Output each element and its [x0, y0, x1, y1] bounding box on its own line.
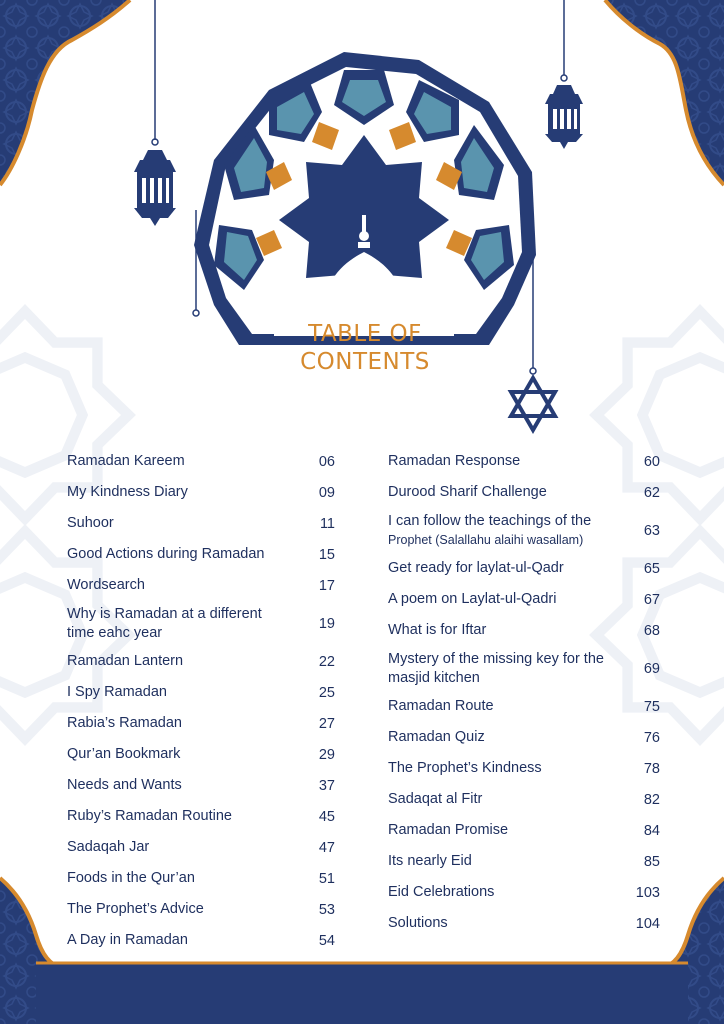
toc-entry-title: Get ready for laylat-ul-Qadr — [388, 560, 564, 576]
toc-entry-title: Eid Celebrations — [388, 884, 495, 900]
toc-entry-title: A Day in Ramadan — [67, 932, 188, 948]
toc-entry[interactable] — [388, 508, 660, 553]
toc-entry-title: Ramadan Response — [388, 453, 521, 469]
toc-entry-title: Needs and Wants — [67, 777, 182, 793]
toc-entry[interactable] — [67, 925, 335, 956]
toc-entry-page: 84 — [643, 822, 660, 839]
toc-entry-page: 69 — [643, 660, 660, 677]
toc-entry-page: 78 — [643, 760, 660, 777]
toc-entry[interactable] — [388, 646, 660, 691]
toc-entry[interactable] — [388, 691, 660, 722]
toc-entry-page: 68 — [643, 622, 660, 639]
toc-entry-page: 45 — [318, 808, 335, 825]
toc-entry-page: 76 — [643, 729, 660, 746]
toc-entry[interactable] — [388, 477, 660, 508]
toc-entry[interactable] — [67, 708, 335, 739]
toc-entry[interactable] — [388, 722, 660, 753]
toc-entry-page: 53 — [318, 901, 335, 918]
toc-entry[interactable] — [388, 753, 660, 784]
toc-entry-page: 09 — [318, 484, 335, 501]
toc-entry[interactable] — [67, 739, 335, 770]
bottom-band — [36, 963, 688, 1024]
toc-entry-page: 17 — [318, 577, 335, 594]
toc-entry[interactable] — [67, 508, 335, 539]
toc-entry-title: Qur’an Bookmark — [67, 746, 181, 762]
medallion-emblem — [194, 52, 536, 345]
toc-entry-page: 62 — [643, 484, 660, 501]
corner-top-left — [0, 0, 130, 185]
toc-entry-title: Why is Ramadan at a different time eahc year — [67, 605, 262, 641]
toc-entry-title: Sadaqah Jar — [67, 839, 150, 855]
toc-entry-page: 51 — [318, 870, 335, 887]
toc-entry-title: The Prophet’s Kindness — [388, 760, 542, 776]
toc-entry-page: 82 — [643, 791, 660, 808]
toc-entry-page: 75 — [643, 698, 660, 715]
toc-entry[interactable] — [67, 770, 335, 801]
toc-entry-title: Foods in the Qur’an — [67, 870, 195, 886]
toc-entry-title: Suhoor — [67, 515, 114, 531]
toc-entry[interactable] — [67, 539, 335, 570]
toc-entry-title: I Spy Ramadan — [67, 684, 167, 700]
toc-entry-page: 25 — [318, 684, 335, 701]
toc-entry-title: Ramadan Route — [388, 698, 494, 714]
toc-entry-title: Ramadan Kareem — [67, 453, 185, 469]
toc-left-column — [67, 446, 335, 956]
toc-entry[interactable] — [67, 863, 335, 894]
corner-top-right — [605, 0, 724, 185]
toc-entry-page: 103 — [635, 884, 660, 901]
lantern-icon — [545, 0, 583, 149]
toc-entry[interactable] — [388, 784, 660, 815]
toc-entry-title: A poem on Laylat-ul-Qadri — [388, 591, 557, 607]
toc-entry-title: Ramadan Promise — [388, 822, 509, 838]
toc-entry-page: 06 — [318, 453, 335, 470]
toc-entry-page: 65 — [643, 560, 660, 577]
toc-entry[interactable] — [67, 677, 335, 708]
toc-entry-page: 67 — [643, 591, 660, 608]
toc-entry-page: 22 — [318, 653, 335, 670]
toc-entry[interactable] — [67, 601, 335, 646]
toc-entry-page: 60 — [643, 453, 660, 470]
toc-entry-title: Mystery of the missing key for the masjid kitchen — [388, 650, 604, 686]
toc-entry-title: Ramadan Lantern — [67, 653, 184, 669]
toc-entry[interactable] — [388, 584, 660, 615]
toc-entry-page: 104 — [635, 915, 660, 932]
toc-entry-title: Ruby’s Ramadan Routine — [67, 808, 232, 824]
page-title-line2: CONTENTS — [300, 349, 430, 375]
toc-entry-page: 37 — [318, 777, 335, 794]
toc-entry-title: Sadaqat al Fitr — [388, 791, 483, 807]
toc-entry-page: 54 — [318, 932, 335, 949]
toc-entry-title: Ramadan Quiz — [388, 729, 485, 745]
toc-entry-title: Rabia’s Ramadan — [67, 715, 182, 731]
toc-entry-page: 29 — [318, 746, 335, 763]
toc-right-column — [388, 446, 660, 939]
toc-entry-page: 11 — [319, 515, 335, 532]
toc-entry[interactable] — [388, 815, 660, 846]
toc-entry-page: 19 — [318, 615, 335, 632]
toc-entry[interactable] — [67, 832, 335, 863]
toc-entry[interactable] — [388, 846, 660, 877]
toc-entry-title: What is for Iftar — [388, 622, 487, 638]
toc-entry-title: Solutions — [388, 915, 448, 931]
lantern-icon — [134, 0, 176, 226]
toc-entry-title: Durood Sharif Challenge — [388, 484, 547, 500]
toc-entry-title: Wordsearch — [67, 577, 145, 593]
toc-entry-page: 15 — [318, 546, 335, 563]
toc-entry-page: 47 — [318, 839, 335, 856]
toc-entry[interactable] — [67, 570, 335, 601]
toc-entry[interactable] — [388, 446, 660, 477]
toc-entry[interactable] — [67, 801, 335, 832]
toc-entry[interactable] — [67, 477, 335, 508]
toc-entry[interactable] — [67, 894, 335, 925]
toc-entry[interactable] — [388, 877, 660, 908]
toc-entry-title: Good Actions during Ramadan — [67, 546, 265, 562]
toc-entry-page: 63 — [643, 522, 660, 539]
toc-entry[interactable] — [67, 446, 335, 477]
toc-entry-title: Its nearly Eid — [388, 853, 472, 869]
toc-entry[interactable] — [388, 553, 660, 584]
toc-entry-title: The Prophet’s Advice — [67, 901, 204, 917]
toc-entry[interactable] — [388, 615, 660, 646]
toc-entry-title: I can follow the teachings of the Prophet (Salallahu alaihi wasallam) — [388, 512, 592, 547]
page-title-line1: TABLE OF — [308, 321, 422, 347]
toc-entry-page: 85 — [643, 853, 660, 870]
toc-entry-page: 27 — [318, 715, 335, 732]
toc-entry[interactable] — [388, 908, 660, 939]
toc-entry-title: My Kindness Diary — [67, 484, 188, 500]
toc-entry[interactable] — [67, 646, 335, 677]
